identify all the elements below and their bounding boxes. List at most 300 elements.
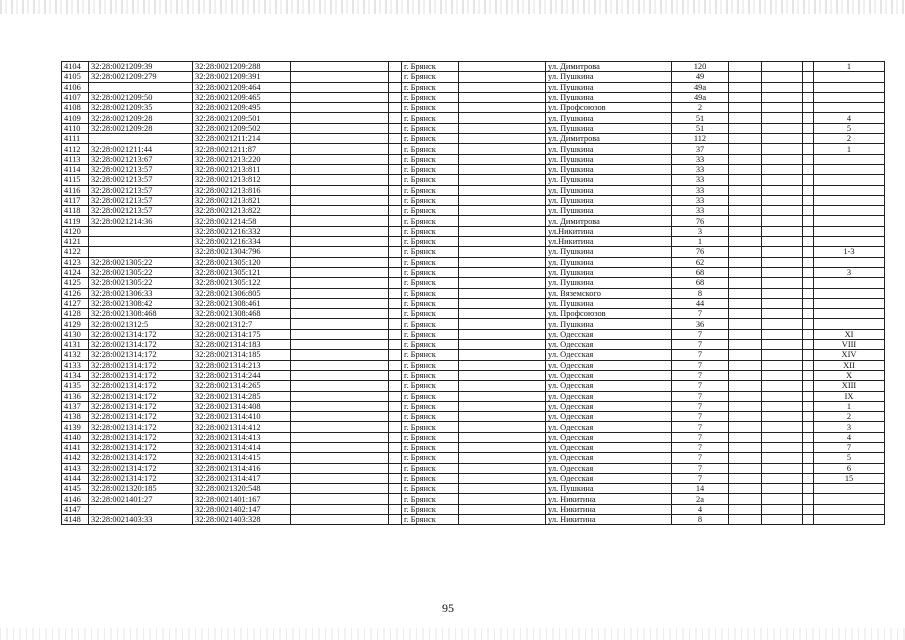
land-parcel-number: 32:28:0021312:5 [89,319,193,329]
empty-cell [389,401,402,411]
row-number: 4109 [62,113,89,123]
row-number: 4117 [62,195,89,205]
empty-cell [729,257,762,267]
empty-cell [803,401,814,411]
land-parcel-number: 32:28:0021314:172 [89,442,193,452]
empty-cell [459,442,546,452]
empty-cell [803,247,814,257]
street: ул. Пушкина [546,484,672,494]
empty-cell [291,329,389,339]
empty-cell [291,123,389,133]
row-number: 4121 [62,237,89,247]
empty-cell [459,123,546,133]
city: г. Брянск [402,247,459,257]
object-cadastral-number: 32:28:0021209:464 [193,82,291,92]
empty-cell [729,515,762,525]
city: г. Брянск [402,185,459,195]
empty-cell [803,216,814,226]
row-number: 4106 [62,82,89,92]
land-parcel-number: 32:28:0021209:50 [89,92,193,102]
object-cadastral-number: 32:28:0021314:175 [193,329,291,339]
empty-cell [459,360,546,370]
empty-cell [459,267,546,277]
object-cadastral-number: 32:28:0021314:213 [193,360,291,370]
street: ул. Димитрова [546,134,672,144]
empty-cell [459,72,546,82]
street: ул. Одесская [546,340,672,350]
empty-cell [762,113,803,123]
object-cadastral-number: 32:28:0021213:812 [193,175,291,185]
house-number: 7 [672,442,729,452]
empty-cell [291,92,389,102]
flat-number [814,288,885,298]
house-number: 33 [672,195,729,205]
house-number: 120 [672,62,729,72]
empty-cell [729,103,762,113]
empty-cell [729,401,762,411]
empty-cell [762,329,803,339]
empty-cell [762,515,803,525]
house-number: 8 [672,515,729,525]
empty-cell [803,123,814,133]
land-parcel-number: 32:28:0021314:172 [89,329,193,339]
table-row [62,473,885,483]
flat-number [814,216,885,226]
empty-cell [291,103,389,113]
row-number: 4118 [62,206,89,216]
empty-cell [291,401,389,411]
empty-cell [389,494,402,504]
house-number: 112 [672,134,729,144]
empty-cell [762,216,803,226]
row-number: 4108 [62,103,89,113]
empty-cell [459,298,546,308]
city: г. Брянск [402,473,459,483]
empty-cell [389,195,402,205]
empty-cell [729,206,762,216]
empty-cell [729,298,762,308]
empty-cell [459,175,546,185]
row-number: 4130 [62,329,89,339]
object-cadastral-number: 32:28:0021213:822 [193,206,291,216]
empty-cell [291,381,389,391]
land-parcel-number [89,82,193,92]
land-parcel-number: 32:28:0021314:172 [89,350,193,360]
street: ул. Пушкина [546,164,672,174]
city: г. Брянск [402,504,459,514]
row-number: 4107 [62,92,89,102]
street: ул. Пушкина [546,206,672,216]
street: ул. Пушкина [546,82,672,92]
table-row [62,185,885,195]
house-number: 7 [672,453,729,463]
object-cadastral-number: 32:28:0021308:461 [193,298,291,308]
empty-cell [729,309,762,319]
empty-cell [291,453,389,463]
land-parcel-number [89,237,193,247]
empty-cell [762,185,803,195]
house-number: 62 [672,257,729,267]
city: г. Брянск [402,257,459,267]
object-cadastral-number: 32:28:0021209:465 [193,92,291,102]
empty-cell [729,463,762,473]
empty-cell [803,494,814,504]
empty-cell [389,226,402,236]
table-row [62,412,885,422]
table-row [62,432,885,442]
empty-cell [291,216,389,226]
table-row [62,154,885,164]
land-parcel-number [89,226,193,236]
land-parcel-number: 32:28:0021314:172 [89,381,193,391]
city: г. Брянск [402,442,459,452]
land-parcel-number: 32:28:0021314:172 [89,401,193,411]
empty-cell [459,453,546,463]
empty-cell [803,92,814,102]
empty-cell [459,309,546,319]
table-row [62,515,885,525]
empty-cell [389,164,402,174]
table-row [62,92,885,102]
row-number: 4120 [62,226,89,236]
empty-cell [803,206,814,216]
empty-cell [729,370,762,380]
empty-cell [459,103,546,113]
empty-cell [459,195,546,205]
land-parcel-number: 32:28:0021305:22 [89,278,193,288]
flat-number [814,257,885,267]
empty-cell [762,422,803,432]
row-number: 4146 [62,494,89,504]
empty-cell [762,134,803,144]
house-number: 33 [672,175,729,185]
land-parcel-number: 32:28:0021308:468 [89,309,193,319]
row-number: 4115 [62,175,89,185]
land-parcel-number: 32:28:0021314:172 [89,391,193,401]
empty-cell [459,463,546,473]
object-cadastral-number: 32:28:0021312:7 [193,319,291,329]
table-row [62,309,885,319]
table-row [62,82,885,92]
empty-cell [762,288,803,298]
empty-cell [389,257,402,267]
table-row [62,381,885,391]
empty-cell [389,391,402,401]
empty-cell [291,206,389,216]
empty-cell [762,360,803,370]
empty-cell [389,103,402,113]
table-row [62,278,885,288]
empty-cell [291,278,389,288]
row-number: 4119 [62,216,89,226]
empty-cell [459,473,546,483]
street: ул. Пушкина [546,319,672,329]
empty-cell [291,164,389,174]
empty-cell [389,113,402,123]
empty-cell [762,62,803,72]
empty-cell [459,257,546,267]
empty-cell [729,237,762,247]
row-number: 4111 [62,134,89,144]
house-number: 76 [672,216,729,226]
empty-cell [803,288,814,298]
empty-cell [729,144,762,154]
table-row [62,103,885,113]
empty-cell [729,473,762,483]
empty-cell [459,381,546,391]
empty-cell [459,370,546,380]
street: ул. Одесская [546,453,672,463]
empty-cell [762,381,803,391]
street: ул. Одесская [546,412,672,422]
row-number: 4138 [62,412,89,422]
row-number: 4133 [62,360,89,370]
land-parcel-number: 32:28:0021213:67 [89,154,193,164]
house-number: 33 [672,206,729,216]
empty-cell [762,123,803,133]
row-number: 4134 [62,370,89,380]
empty-cell [803,515,814,525]
empty-cell [762,432,803,442]
empty-cell [762,226,803,236]
row-number: 4114 [62,164,89,174]
empty-cell [762,195,803,205]
table-body [62,62,885,525]
table-row [62,329,885,339]
flat-number [814,195,885,205]
empty-cell [291,113,389,123]
empty-cell [389,216,402,226]
empty-cell [291,370,389,380]
object-cadastral-number: 32:28:0021314:415 [193,453,291,463]
empty-cell [389,463,402,473]
empty-cell [291,247,389,257]
empty-cell [459,412,546,422]
object-cadastral-number: 32:28:0021305:121 [193,267,291,277]
land-parcel-number: 32:28:0021211:44 [89,144,193,154]
land-parcel-number: 32:28:0021314:172 [89,422,193,432]
flat-number [814,237,885,247]
city: г. Брянск [402,226,459,236]
empty-cell [803,370,814,380]
city: г. Брянск [402,123,459,133]
table-row [62,257,885,267]
empty-cell [762,453,803,463]
city: г. Брянск [402,422,459,432]
table-row [62,195,885,205]
object-cadastral-number: 32:28:0021314:185 [193,350,291,360]
empty-cell [291,72,389,82]
empty-cell [762,257,803,267]
city: г. Брянск [402,515,459,525]
house-number: 2а [672,494,729,504]
object-cadastral-number: 32:28:0021320:548 [193,484,291,494]
empty-cell [291,494,389,504]
empty-cell [803,453,814,463]
object-cadastral-number: 32:28:0021216:332 [193,226,291,236]
empty-cell [459,484,546,494]
city: г. Брянск [402,298,459,308]
empty-cell [729,247,762,257]
city: г. Брянск [402,391,459,401]
street: ул.Никитина [546,237,672,247]
table-row [62,216,885,226]
empty-cell [803,504,814,514]
object-cadastral-number: 32:28:0021314:413 [193,432,291,442]
table-row [62,453,885,463]
row-number: 4136 [62,391,89,401]
empty-cell [459,278,546,288]
land-parcel-number: 32:28:0021209:35 [89,103,193,113]
street: ул. Пушкина [546,144,672,154]
empty-cell [389,298,402,308]
city: г. Брянск [402,216,459,226]
object-cadastral-number: 32:28:0021216:334 [193,237,291,247]
land-parcel-number: 32:28:0021314:172 [89,370,193,380]
row-number: 4126 [62,288,89,298]
empty-cell [389,381,402,391]
flat-number [814,226,885,236]
empty-cell [291,309,389,319]
empty-cell [762,298,803,308]
empty-cell [803,103,814,113]
street: ул. Одесская [546,473,672,483]
empty-cell [459,82,546,92]
empty-cell [803,113,814,123]
table-row [62,463,885,473]
house-number: 7 [672,329,729,339]
land-parcel-number: 32:28:0021305:22 [89,257,193,267]
empty-cell [291,226,389,236]
empty-cell [389,504,402,514]
house-number: 7 [672,370,729,380]
house-number: 44 [672,298,729,308]
city: г. Брянск [402,453,459,463]
empty-cell [803,381,814,391]
city: г. Брянск [402,463,459,473]
object-cadastral-number: 32:28:0021211:214 [193,134,291,144]
flat-number: 2 [814,134,885,144]
empty-cell [291,82,389,92]
empty-cell [389,288,402,298]
land-parcel-number: 32:28:0021209:39 [89,62,193,72]
empty-cell [389,154,402,164]
city: г. Брянск [402,432,459,442]
flat-number [814,278,885,288]
flat-number: XIV [814,350,885,360]
flat-number [814,319,885,329]
empty-cell [459,329,546,339]
empty-cell [389,237,402,247]
house-number: 3 [672,226,729,236]
row-number: 4123 [62,257,89,267]
row-number: 4139 [62,422,89,432]
table-row [62,494,885,504]
object-cadastral-number: 32:28:0021213:816 [193,185,291,195]
land-parcel-number: 32:28:0021314:172 [89,340,193,350]
empty-cell [729,92,762,102]
flat-number [814,72,885,82]
table-row [62,504,885,514]
empty-cell [459,62,546,72]
land-parcel-number: 32:28:0021209:28 [89,123,193,133]
row-number: 4142 [62,453,89,463]
house-number: 2 [672,103,729,113]
city: г. Брянск [402,370,459,380]
row-number: 4140 [62,432,89,442]
street: ул. Никитина [546,515,672,525]
land-parcel-number: 32:28:0021209:279 [89,72,193,82]
empty-cell [459,185,546,195]
street: ул. Пушкина [546,185,672,195]
street: ул. Пушкина [546,278,672,288]
empty-cell [762,164,803,174]
house-number: 36 [672,319,729,329]
city: г. Брянск [402,206,459,216]
land-parcel-number: 32:28:0021314:172 [89,412,193,422]
empty-cell [459,216,546,226]
empty-cell [803,267,814,277]
city: г. Брянск [402,267,459,277]
empty-cell [389,278,402,288]
flat-number [814,515,885,525]
flat-number: X [814,370,885,380]
street: ул. Пушкина [546,267,672,277]
empty-cell [803,473,814,483]
table-row [62,206,885,216]
land-parcel-number: 32:28:0021209:28 [89,113,193,123]
city: г. Брянск [402,62,459,72]
street: ул.Никитина [546,226,672,236]
flat-number [814,504,885,514]
city: г. Брянск [402,278,459,288]
empty-cell [459,401,546,411]
empty-cell [729,329,762,339]
table-row [62,134,885,144]
land-parcel-number [89,504,193,514]
object-cadastral-number: 32:28:0021209:288 [193,62,291,72]
empty-cell [459,319,546,329]
table-row [62,237,885,247]
city: г. Брянск [402,329,459,339]
row-number: 4135 [62,381,89,391]
house-number: 68 [672,267,729,277]
empty-cell [729,216,762,226]
flat-number [814,298,885,308]
empty-cell [291,237,389,247]
empty-cell [291,473,389,483]
city: г. Брянск [402,494,459,504]
row-number: 4128 [62,309,89,319]
empty-cell [762,103,803,113]
city: г. Брянск [402,340,459,350]
house-number: 7 [672,463,729,473]
empty-cell [459,422,546,432]
empty-cell [762,350,803,360]
scan-noise-top [0,0,905,14]
city: г. Брянск [402,195,459,205]
empty-cell [803,442,814,452]
table-row [62,62,885,72]
object-cadastral-number: 32:28:0021211:87 [193,144,291,154]
object-cadastral-number: 32:28:0021213:220 [193,154,291,164]
empty-cell [291,154,389,164]
flat-number [814,484,885,494]
land-parcel-number: 32:28:0021314:172 [89,453,193,463]
row-number: 4125 [62,278,89,288]
table-row [62,319,885,329]
empty-cell [762,473,803,483]
